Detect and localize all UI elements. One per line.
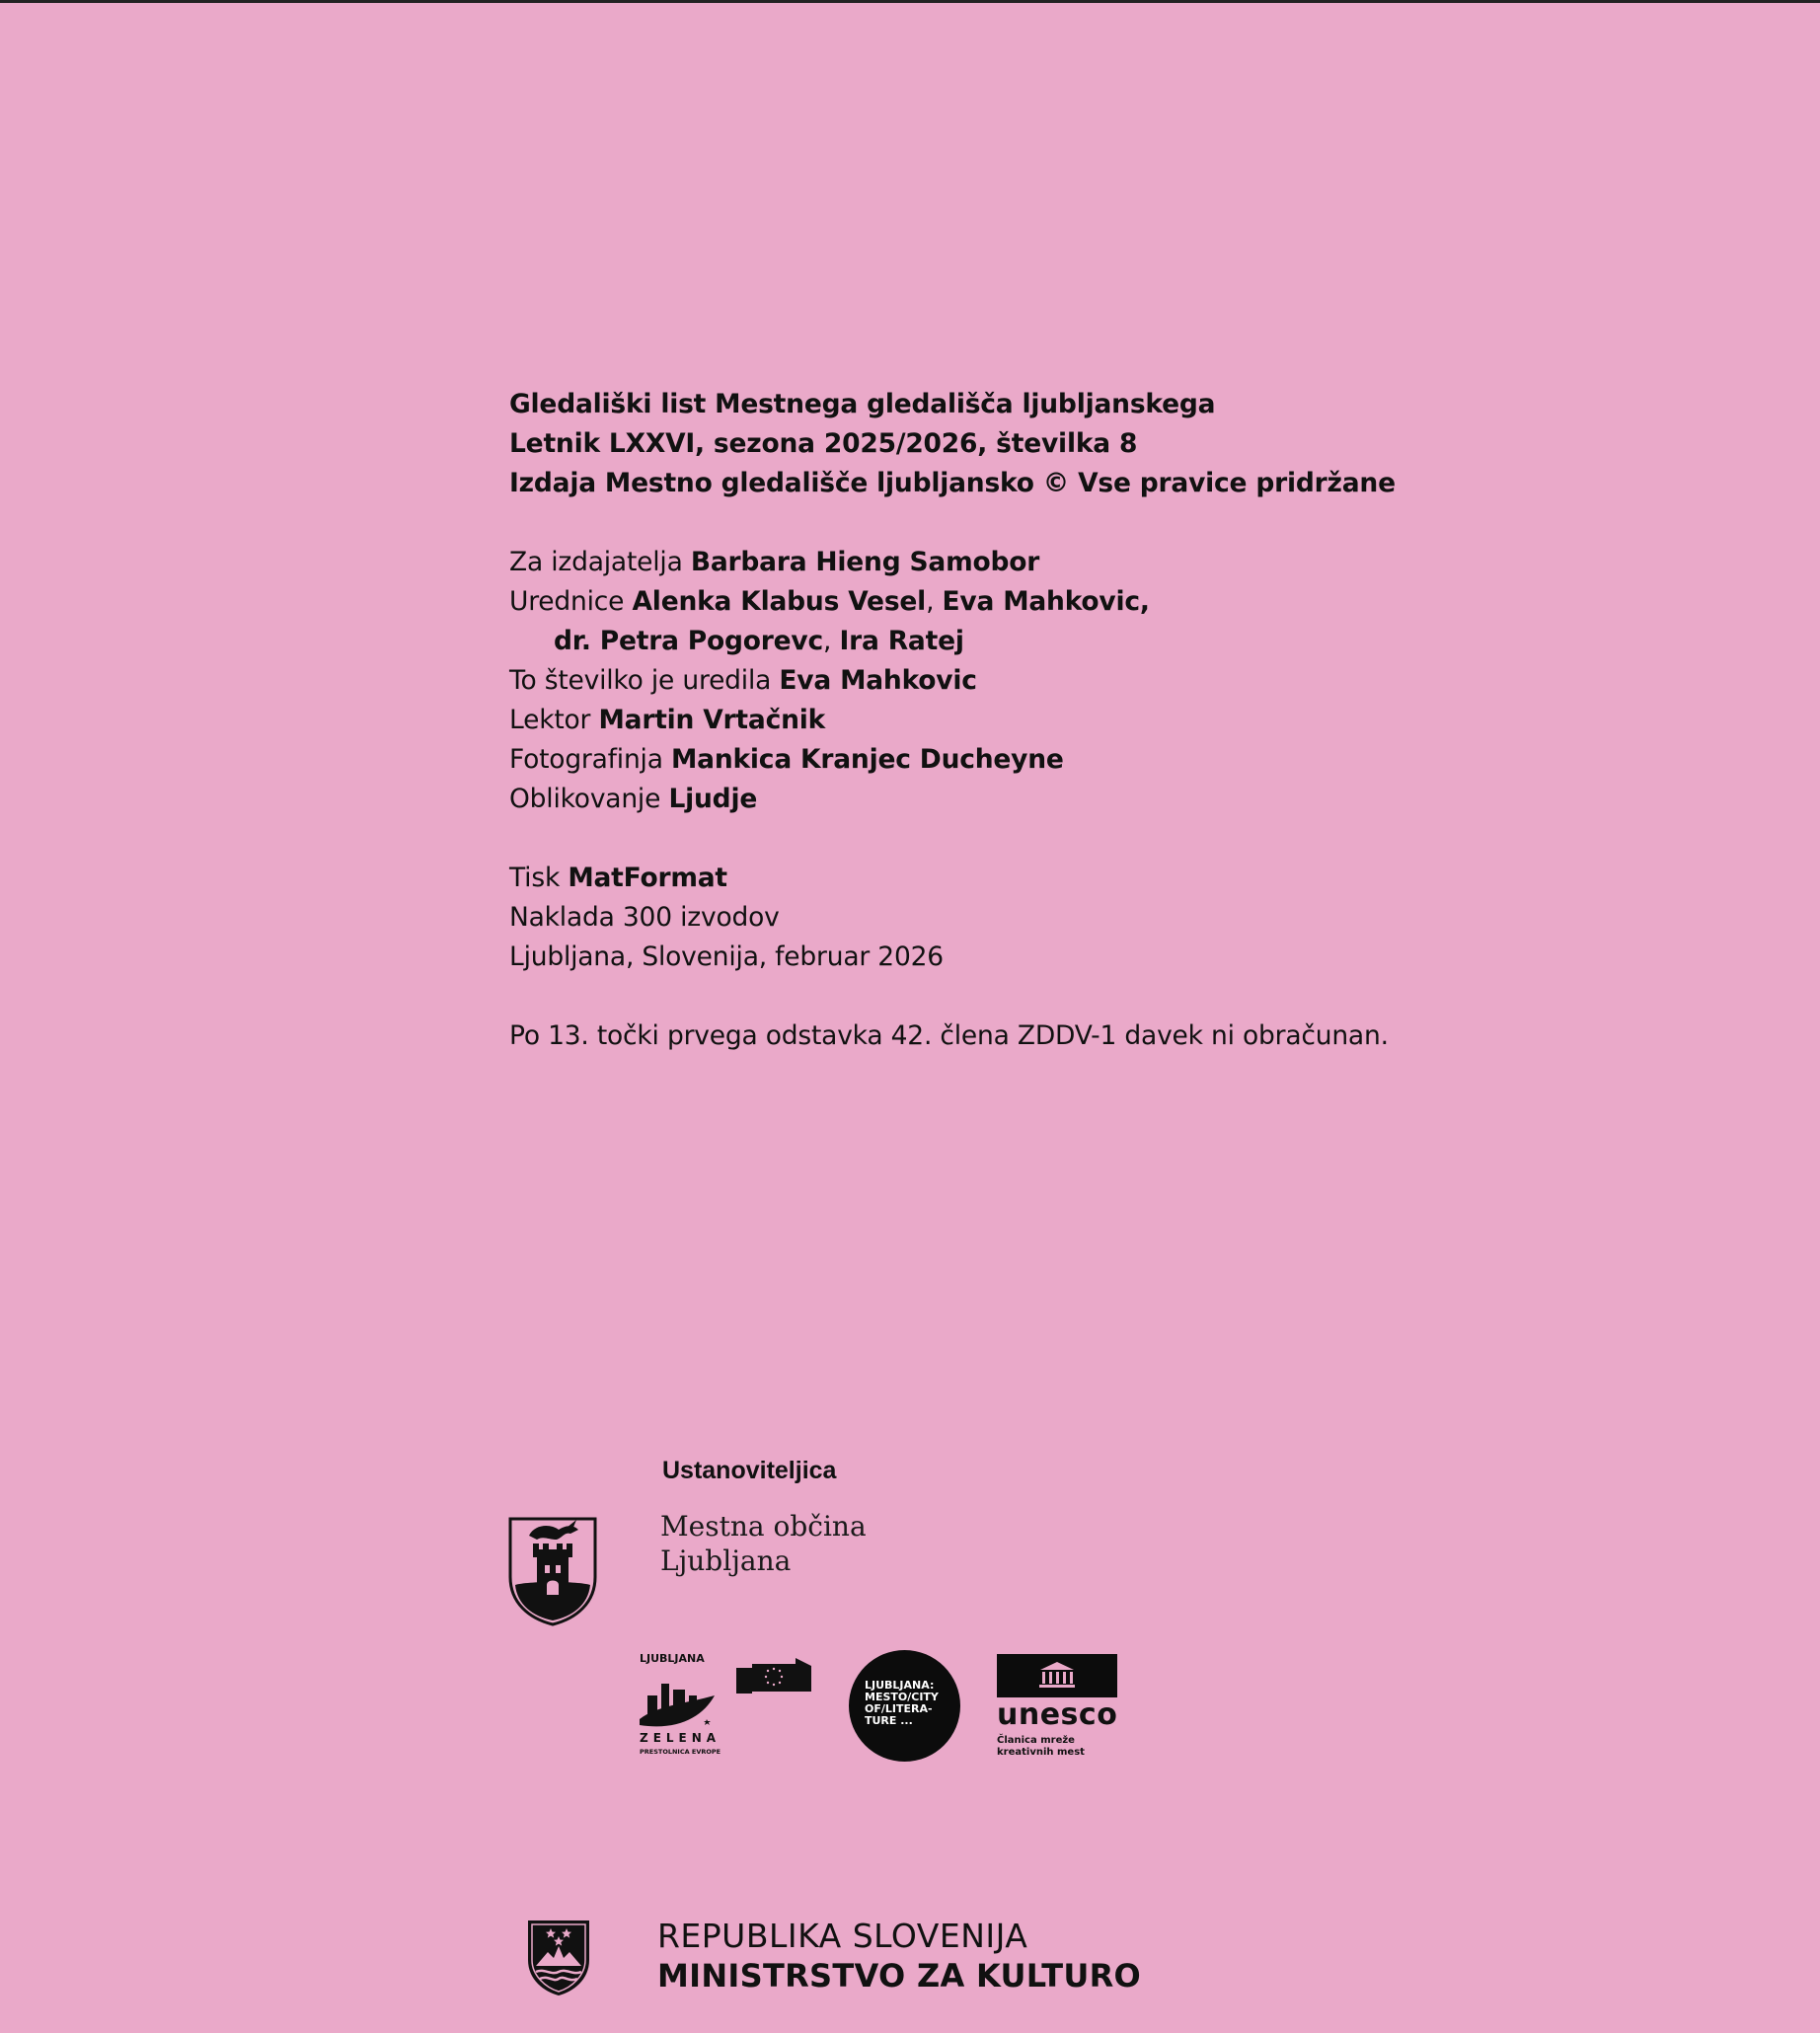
- header-line-1: Gledališki list Mestnega gledališča ljubljanskega: [509, 389, 1216, 419]
- header-line-2: Letnik LXXVI, sezona 2025/2026, številka 8: [509, 428, 1138, 459]
- editors-credit-continued: dr. Petra Pogorevc, Ira Ratej: [554, 626, 964, 656]
- publisher-credit: Za izdajatelja Barbara Hieng Samobor: [509, 547, 1040, 577]
- spacer: [509, 819, 1496, 859]
- editors-credit: Urednice Alenka Klabus Vesel, Eva Mahkovic,: [509, 586, 1150, 617]
- green-capital-logo: [638, 1652, 719, 1759]
- unesco-subtitle-line-1: Članica mreže: [997, 1735, 1075, 1746]
- unesco-logo: [997, 1654, 1119, 1763]
- spacer: [509, 977, 1496, 1016]
- ministry-block: [657, 1917, 1141, 1995]
- unesco-subtitle-line-2: kreativnih mest: [997, 1747, 1085, 1758]
- top-border-line: [0, 0, 1820, 3]
- city-of-literature-text: LJUBLJANA: MESTO/CITY OF/LITERA-TURE ...: [865, 1679, 939, 1727]
- unesco-temple-bar: [997, 1654, 1117, 1697]
- ljubljana-dragon-crest-icon: [507, 1516, 598, 1626]
- spacer: [509, 503, 1496, 543]
- green-capital-word: ZELENA: [640, 1731, 721, 1745]
- design-credit: Oblikovanje Ljudje: [509, 784, 758, 814]
- tax-note: Po 13. točki prvega odstavka 42. člena ZDDV-1 davek ni obračunan.: [509, 1020, 1389, 1051]
- slovenia-coat-of-arms-icon: [524, 1917, 593, 1997]
- ministry-line-1: REPUBLIKA SLOVENIJA: [657, 1917, 1028, 1955]
- proofreader-credit: Lektor Martin Vrtačnik: [509, 705, 826, 735]
- unesco-wordmark: unesco: [997, 1697, 1118, 1732]
- european-commission-logo: [734, 1656, 813, 1695]
- city-name: [660, 1509, 867, 1578]
- print-credit: Tisk MatFormat: [509, 863, 727, 893]
- colophon: [509, 385, 1496, 1056]
- green-capital-top-text: LJUBLJANA: [640, 1652, 705, 1665]
- unesco-temple-icon: [997, 1654, 1117, 1697]
- city-name-line-2: Ljubljana: [660, 1544, 792, 1577]
- city-of-literature-logo: [849, 1650, 960, 1762]
- header-line-3: Izdaja Mestno gledališče ljubljansko © Vse pravice pridržane: [509, 468, 1396, 498]
- unesco-subtitle: [997, 1735, 1085, 1759]
- place-date: Ljubljana, Slovenija, februar 2026: [509, 941, 944, 972]
- green-capital-bottom-text: PRESTOLNICA EVROPE: [640, 1748, 721, 1756]
- city-skyline-icon: [638, 1666, 719, 1733]
- photographer-credit: Fotografinja Mankica Kranjec Ducheyne: [509, 744, 1064, 775]
- print-run: Naklada 300 izvodov: [509, 902, 780, 933]
- city-name-line-1: Mestna občina: [660, 1510, 867, 1543]
- ministry-line-2: MINISTRSTVO ZA KULTURO: [657, 1957, 1142, 1995]
- issue-editor-credit: To številko je uredila Eva Mahkovic: [509, 665, 977, 696]
- founder-label: Ustanoviteljica: [662, 1457, 837, 1484]
